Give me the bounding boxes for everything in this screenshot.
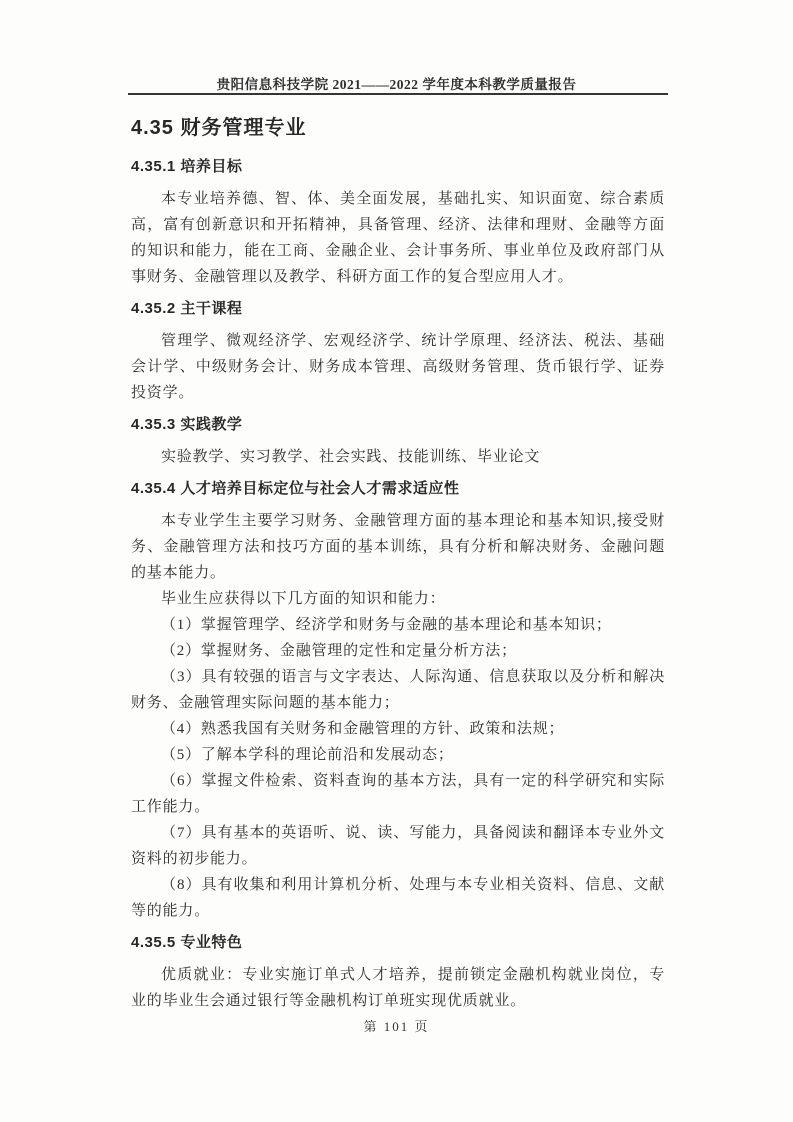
header-title: 贵阳信息科技学院 2021——2022 学年度本科教学质量报告 [216, 77, 577, 92]
section-heading-practical-teaching: 4.35.3 实践教学 [131, 416, 243, 433]
paragraph-graduate-abilities-lead: 毕业生应获得以下几方面的知识和能力： [161, 591, 446, 607]
section-heading-main-courses: 4.35.2 主干课程 [131, 300, 243, 317]
list-item-1: （1）掌握管理学、经济学和财务与金融的基本理论和基本知识； [161, 617, 612, 633]
paragraph-practical-teaching: 实验教学、实习教学、社会实践、技能训练、毕业论文 [161, 449, 541, 465]
list-item-7: （7）具有基本的英语听、说、读、写能力，具备阅读和翻译本专业外文资料的初步能力。 [131, 825, 665, 867]
section-heading-talent-positioning: 4.35.4 人才培养目标定位与社会人才需求适应性 [131, 480, 460, 497]
paragraph-talent-intro: 本专业学生主要学习财务、金融管理方面的基本理论和基本知识,接受财务、金融管理方法和技巧方面的基本训练，具有分析和解决财务、金融问题的基本能力。 [131, 513, 665, 581]
list-item-6: （6）掌握文件检索、资料查询的基本方法，具有一定的科学研究和实际工作能力。 [131, 773, 665, 815]
list-item-5: （5）了解本学科的理论前沿和发展动态； [161, 747, 454, 763]
document-content [131, 114, 665, 1014]
list-item-4: （4）熟悉我国有关财务和金融管理的方针、政策和法规； [161, 721, 565, 737]
page-number: 第 101 页 [363, 1019, 430, 1034]
header-divider [128, 93, 668, 95]
list-item-8: （8）具有收集和利用计算机分析、处理与本专业相关资料、信息、文献等的能力。 [131, 877, 665, 919]
list-item-2: （2）掌握财务、金融管理的定性和定量分析方法； [161, 643, 517, 659]
page-footer [0, 1016, 793, 1035]
section-heading-training-objectives: 4.35.1 培养目标 [131, 158, 243, 175]
chapter-title: 4.35 财务管理专业 [131, 117, 307, 139]
paragraph-specialty-features: 优质就业：专业实施订单式人才培养，提前锁定金融机构就业岗位，专业的毕业生会通过银行等金融机构订单班实现优质就业。 [131, 967, 665, 1009]
list-item-3: （3）具有较强的语言与文字表达、人际沟通、信息获取以及分析和解决财务、金融管理实际问题的基本能力； [131, 669, 665, 711]
paragraph-training-objectives: 本专业培养德、智、体、美全面发展，基础扎实、知识面宽、综合素质高，富有创新意识和开拓精神，具备管理、经济、法律和理财、金融等方面的知识和能力，能在工商、金融企业、会计事务所、事业单位及政府部门从事财务、金融管理以及教学、科研方面工作的复合型应用人才。 [131, 191, 665, 285]
section-heading-specialty-features: 4.35.5 专业特色 [131, 934, 243, 951]
paragraph-main-courses: 管理学、微观经济学、宏观经济学、统计学原理、经济法、税法、基础会计学、中级财务会计、财务成本管理、高级财务管理、货币银行学、证券投资学。 [131, 333, 665, 401]
